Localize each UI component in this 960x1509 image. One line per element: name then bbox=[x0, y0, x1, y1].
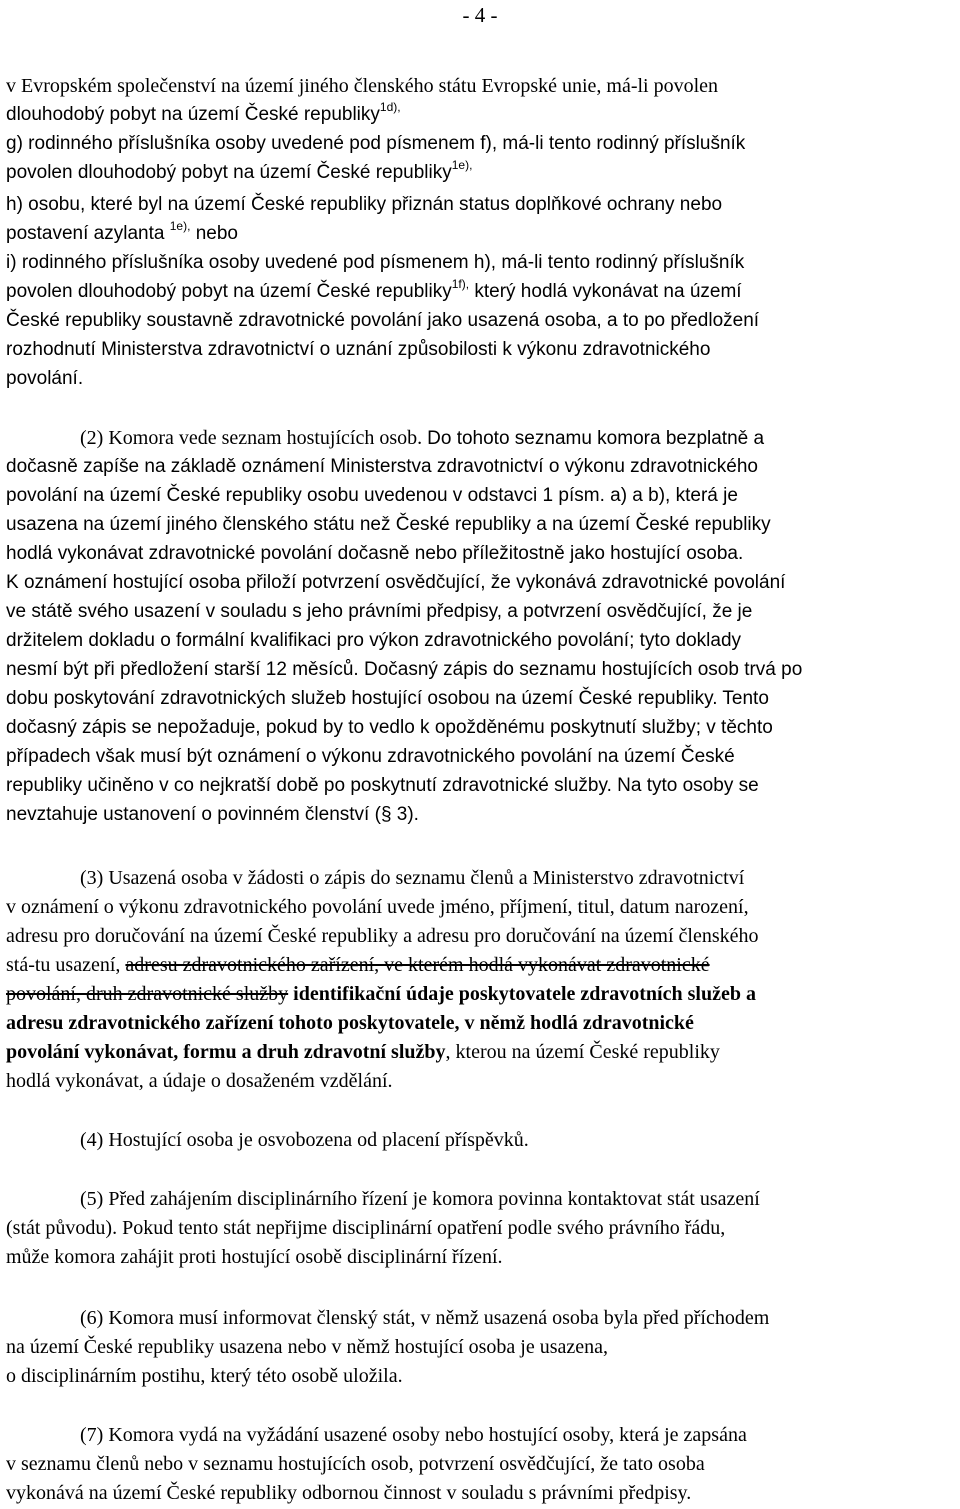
text-line: K oznámení hostující osoba přiloží potvrzení osvědčující, že vykonává zdravotnické povolání bbox=[6, 572, 786, 593]
struck-text: povolání, druh zdravotnické služby bbox=[6, 983, 289, 1005]
text-line: v seznamu členů nebo v seznamu hostujících osob, potvrzení osvědčující, že tato osoba bbox=[6, 1453, 705, 1475]
text-line: postavení azylanta $^{1e),}$ nebo bbox=[6, 218, 238, 244]
text-line: hodlá vykonávat zdravotnické povolání dočasně nebo příležitostně jako hostující osoba. bbox=[6, 543, 744, 564]
text-line: ve státě svého usazení v souladu s jeho právními předpisy, a potvrzení osvědčující, že je bbox=[6, 601, 753, 622]
text-line: držitelem dokladu o formální kvalifikaci pro výkon zdravotnického povolání; tyto doklady bbox=[6, 630, 742, 651]
text-line: povolání vykonávat, formu a druh zdravotní služby, kterou na území České republiky bbox=[6, 1041, 720, 1063]
text-line bbox=[6, 980, 756, 1008]
footnote-ref: 1d), bbox=[379, 99, 401, 114]
inserted-text: adresu zdravotnického zařízení tohoto poskytovatele, v němž hodlá zdravotnické bbox=[6, 1012, 694, 1034]
text-line: dočasně zapíše na základě oznámení Ministerstva zdravotnictví o výkonu zdravotnického bbox=[6, 456, 758, 477]
text-line: může komora zahájit proti hostující osobě disciplinární řízení. bbox=[6, 1246, 503, 1268]
text-line: republiky učiněno v co nejkratší době po poskytnutí zdravotnické služby. Na tyto osoby se bbox=[6, 775, 759, 796]
footnote-ref: 1e), bbox=[169, 218, 191, 233]
text-line: h) osobu, které byl na území České republiky přiznán status doplňkové ochrany nebo bbox=[6, 194, 723, 215]
text-line: (5) Před zahájením disciplinárního řízení je komora povinna kontaktovat stát usazení bbox=[80, 1188, 760, 1210]
inserted-text: povolání vykonávat, formu a druh zdravotní služby bbox=[6, 1041, 446, 1063]
text-line: povolání na území České republiky osobu uvedenou v odstavci 1 písm. a) a b), která je bbox=[6, 485, 738, 506]
footnote-ref: 1f), bbox=[451, 276, 470, 291]
text-line: stá-tu usazení, adresu zdravotnického zařízení, ve kterém hodlá vykonávat zdravotnické bbox=[6, 954, 710, 976]
text-line: (stát původu). Pokud tento stát nepřijme disciplinární opatření podle svého právního řádu, bbox=[6, 1217, 726, 1239]
text-line: i) rodinného příslušníka osoby uvedené pod písmenem h), má-li tento rodinný příslušník bbox=[6, 252, 745, 273]
text-line: adresu pro doručování na území České republiky a adresu pro doručování na území členského bbox=[6, 925, 759, 947]
text-line: usazena na území jiného členského státu než České republiky a na území České republiky bbox=[6, 514, 771, 535]
text-line bbox=[6, 1009, 694, 1037]
text-line: (6) Komora musí informovat členský stát, v němž usazená osoba byla před příchodem bbox=[80, 1307, 770, 1329]
text-line: případech však musí být oznámení o výkonu zdravotnického povolání na území České bbox=[6, 746, 735, 767]
text-line: České republiky soustavně zdravotnické povolání jako usazená osoba, a to po předložení bbox=[6, 310, 760, 331]
text-line: nevztahuje ustanovení o povinném členství (§ 3). bbox=[6, 804, 419, 825]
text-line: dočasný zápis se nepožaduje, pokud by to vedlo k opožděnému poskytnutí služby; v těchto bbox=[6, 717, 773, 738]
text-line: v Evropském společenství na území jiného členského státu Evropské unie, má-li povolen bbox=[6, 75, 719, 97]
text-line: dlouhodobý pobyt na území České republiky$^{1d),}$ bbox=[6, 99, 401, 125]
text-line: nesmí být při předložení starší 12 měsíců. Dočasný zápis do seznamu hostujících osob trvá po bbox=[6, 659, 803, 680]
text-line: dobu poskytování zdravotnických služeb hostující osobou na území České republiky. Tento bbox=[6, 688, 769, 709]
text-line: v oznámení o výkonu zdravotnického povolání uvede jméno, příjmení, titul, datum narození, bbox=[6, 896, 749, 918]
text-line: rozhodnutí Ministerstva zdravotnictví o uznání způsobilosti k výkonu zdravotnického bbox=[6, 339, 711, 360]
page-number: - 4 - bbox=[462, 3, 498, 27]
text-line: povolen dlouhodobý pobyt na území České republiky$^{1e),}$ bbox=[6, 157, 473, 183]
text-line: (7) Komora vydá na vyžádání usazené osoby nebo hostující osoby, která je zapsána bbox=[80, 1424, 747, 1446]
struck-text: adresu zdravotnického zařízení, ve kterém hodlá vykonávat zdravotnické bbox=[125, 954, 710, 976]
text-line: (2) Komora vede seznam hostujících osob. Do tohoto seznamu komora bezplatně a bbox=[80, 427, 765, 449]
text-line: vykonává na území České republiky odbornou činnost v souladu s právními předpisy. bbox=[6, 1482, 692, 1504]
text-line: o disciplinárním postihu, který této osobě uložila. bbox=[6, 1365, 403, 1387]
text-line: na území České republiky usazena nebo v němž hostující osoba je usazena, bbox=[6, 1336, 609, 1358]
footnote-ref: 1e), bbox=[451, 157, 473, 172]
inserted-text: identifikační údaje poskytovatele zdravotních služeb a bbox=[293, 983, 756, 1005]
text-line: povolání. bbox=[6, 368, 84, 389]
text-line: (3) Usazená osoba v žádosti o zápis do seznamu členů a Ministerstvo zdravotnictví bbox=[80, 867, 745, 889]
text-line: povolen dlouhodobý pobyt na území České republiky$^{1f),}$ který hodlá vykonávat na území bbox=[6, 276, 742, 302]
text-line: g) rodinného příslušníka osoby uvedené pod písmenem f), má-li tento rodinný příslušník bbox=[6, 133, 746, 154]
text-line: (4) Hostující osoba je osvobozena od placení příspěvků. bbox=[80, 1129, 529, 1151]
text-line: hodlá vykonávat, a údaje o dosaženém vzdělání. bbox=[6, 1070, 393, 1092]
